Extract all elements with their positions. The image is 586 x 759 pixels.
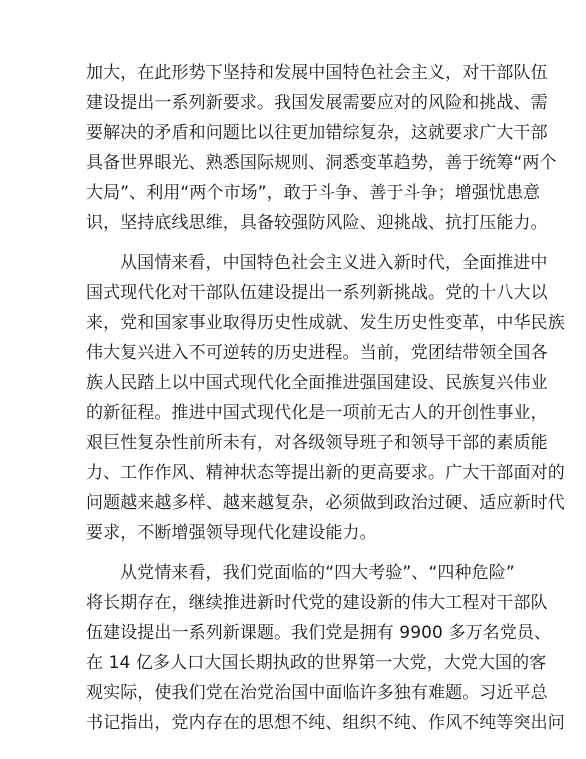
text-line: 力、工作作风、精神状态等提出新的更高要求。广大干部面对的 <box>86 463 565 483</box>
text-line: 要求，不断增强领导现代化建设能力。 <box>86 523 377 543</box>
text-line: 问题越来越多样、越来越复杂，必须做到政治过硬、适应新时代 <box>86 493 565 513</box>
paragraph-2 <box>86 248 565 548</box>
text-line: 来，党和国家事业取得历史性成就、发生历史性变革，中华民族 <box>86 313 565 333</box>
text-line: 在 14 亿多人口大国长期执政的世界第一大党，大党大国的客 <box>86 653 547 673</box>
text-line: 建设提出一系列新要求。我国发展需要应对的风险和挑战、需 <box>86 93 548 113</box>
paragraph-1 <box>86 58 557 238</box>
text-line: 艰巨性复杂性前所未有，对各级领导班子和领导干部的素质能 <box>86 433 548 453</box>
document-page <box>86 58 565 748</box>
text-line: 加大，在此形势下坚持和发展中国特色社会主义，对干部队伍 <box>86 63 548 83</box>
text-line: 书记指出，党内存在的思想不纯、组织不纯、作风不纯等突出问 <box>86 713 565 733</box>
text-line: 从党情来看，我们党面临的“四大考验”、“四种危险” <box>120 563 515 583</box>
text-line: 从国情来看，中国特色社会主义进入新时代，全面推进中 <box>120 253 548 273</box>
text-line: 具备世界眼光、熟悉国际规则、洞悉变革趋势，善于统筹“两个 <box>86 153 557 173</box>
text-line: 将长期存在，继续推进新时代党的建设新的伟大工程对干部队 <box>86 593 548 613</box>
paragraph-3 <box>86 558 565 738</box>
text-line: 的新征程。推进中国式现代化是一项前无古人的开创性事业， <box>86 403 548 423</box>
text-line: 族人民踏上以中国式现代化全面推进强国建设、民族复兴伟业 <box>86 373 548 393</box>
text-line: 识，坚持底线思维，具备较强防风险、迎挑战、抗打压能力。 <box>86 213 548 233</box>
text-line: 观实际，使我们党在治党治国中面临许多独有难题。习近平总 <box>86 683 548 703</box>
text-line: 大局”、利用“两个市场”，敢于斗争、善于斗争；增强忧患意 <box>86 183 541 203</box>
text-line: 伟大复兴进入不可逆转的历史进程。当前，党团结带领全国各 <box>86 343 548 363</box>
text-line: 要解决的矛盾和问题比以往更加错综复杂，这就要求广大干部 <box>86 123 548 143</box>
text-line: 国式现代化对干部队伍建设提出一系列新挑战。党的十八大以 <box>86 283 548 303</box>
text-line: 伍建设提出一系列新课题。我们党是拥有 9900 多万名党员、 <box>86 623 552 643</box>
